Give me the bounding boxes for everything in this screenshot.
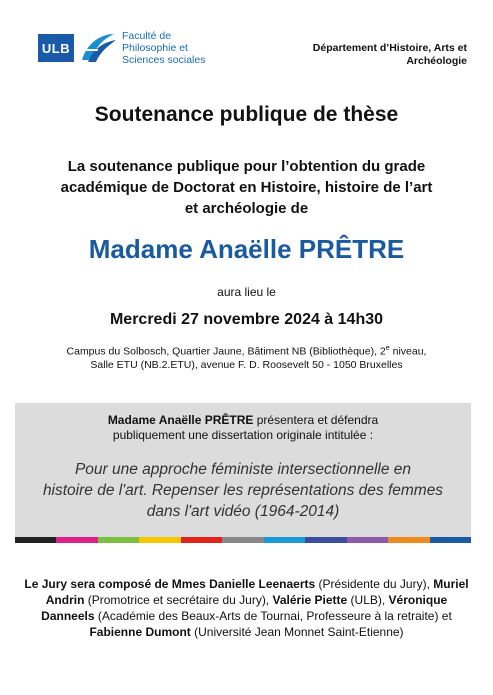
jury-role-3: (ULB), bbox=[347, 593, 389, 607]
jury-role-2: (Promotrice et secrétaire du Jury), bbox=[84, 593, 273, 607]
aura-lieu-text: aura lieu le bbox=[217, 285, 276, 299]
jury-member-2: Muriel Andrin bbox=[45, 577, 469, 607]
location-line-2: Salle ETU (NB.2.ETU), avenue F. D. Roosevelt 50 - 1050 Bruxelles bbox=[90, 358, 403, 371]
color-bar bbox=[15, 537, 471, 543]
presentation-name: Madame Anaëlle PRÊTRE bbox=[107, 413, 254, 427]
jury-intro: Le Jury sera composé de Mmes bbox=[24, 577, 210, 591]
faculty-line-1: Faculté de bbox=[122, 30, 172, 42]
department-name bbox=[297, 42, 467, 68]
color-bar-segment bbox=[430, 537, 471, 543]
intro-text bbox=[40, 156, 453, 219]
location bbox=[30, 342, 463, 372]
location-line-1b: niveau, bbox=[389, 345, 427, 358]
defense-date: Mercredi 27 novembre 2024 à 14h30 bbox=[109, 311, 384, 328]
location-line-1 bbox=[30, 342, 463, 359]
header bbox=[38, 28, 467, 74]
color-bar-segment bbox=[222, 537, 263, 543]
thesis-line-1: Pour une approche féministe intersectionnelle en bbox=[74, 461, 412, 478]
color-bar-segment bbox=[347, 537, 388, 543]
thesis-title bbox=[25, 459, 461, 522]
intro-line-2: académique de Doctorat en Histoire, histoire de l’art bbox=[60, 179, 433, 196]
department-line-2: Archéologie bbox=[406, 55, 467, 67]
faculty-line-3: Sciences sociales bbox=[122, 54, 206, 66]
color-bar-segment bbox=[181, 537, 222, 543]
presentation-intro bbox=[15, 413, 471, 443]
presentation-box bbox=[15, 403, 471, 537]
jury-member-5: Fabienne Dumont bbox=[89, 625, 191, 639]
jury-role-1: (Présidente du Jury), bbox=[315, 577, 434, 591]
presentation-text-a: présentera et défendra bbox=[253, 413, 379, 427]
jury-member-1: Danielle Leenaerts bbox=[209, 577, 316, 591]
color-bar-segment bbox=[139, 537, 180, 543]
thesis-line-3: dans l'art vidéo (1964-2014) bbox=[146, 503, 340, 520]
jury-role-4: (Académie des Beaux-Arts de Tournai, Professeure à la retraite) et bbox=[94, 609, 452, 623]
faculty-name bbox=[122, 30, 242, 66]
faculty-logo-icon bbox=[78, 30, 118, 66]
color-bar-segment bbox=[56, 537, 97, 543]
intro-line-1: La soutenance publique pour l’obtention du grade bbox=[67, 158, 426, 175]
faculty-line-2: Philosophie et bbox=[122, 42, 188, 54]
color-bar-segment bbox=[305, 537, 346, 543]
color-bar-segment bbox=[264, 537, 305, 543]
location-line-1a: Campus du Solbosch, Quartier Jaune, Bâtiment NB (Bibliothèque), 2 bbox=[66, 345, 386, 358]
jury-member-3: Valérie Piette bbox=[272, 593, 348, 607]
ulb-logo: ULB bbox=[38, 34, 74, 62]
department-line-1: Département d’Histoire, Arts et bbox=[312, 42, 467, 54]
thesis-line-2: histoire de l'art. Repenser les représentations des femmes bbox=[42, 482, 444, 499]
presentation-line-1 bbox=[15, 413, 471, 428]
page-title: Soutenance publique de thèse bbox=[94, 103, 399, 126]
location-sup: e bbox=[385, 345, 390, 352]
jury-member-4: Véronique Danneels bbox=[41, 593, 448, 623]
color-bar-segment bbox=[388, 537, 429, 543]
candidate-name: Madame Anaëlle PRÊTRE bbox=[88, 234, 405, 264]
color-bar-segment bbox=[98, 537, 139, 543]
color-bar-segment bbox=[15, 537, 56, 543]
presentation-line-2: publiquement une dissertation originale intitulée : bbox=[112, 428, 374, 442]
intro-line-3: et archéologie de bbox=[184, 200, 309, 217]
jury-text bbox=[22, 576, 471, 640]
jury-role-5: (Université Jean Monnet Saint-Etienne) bbox=[190, 625, 404, 639]
